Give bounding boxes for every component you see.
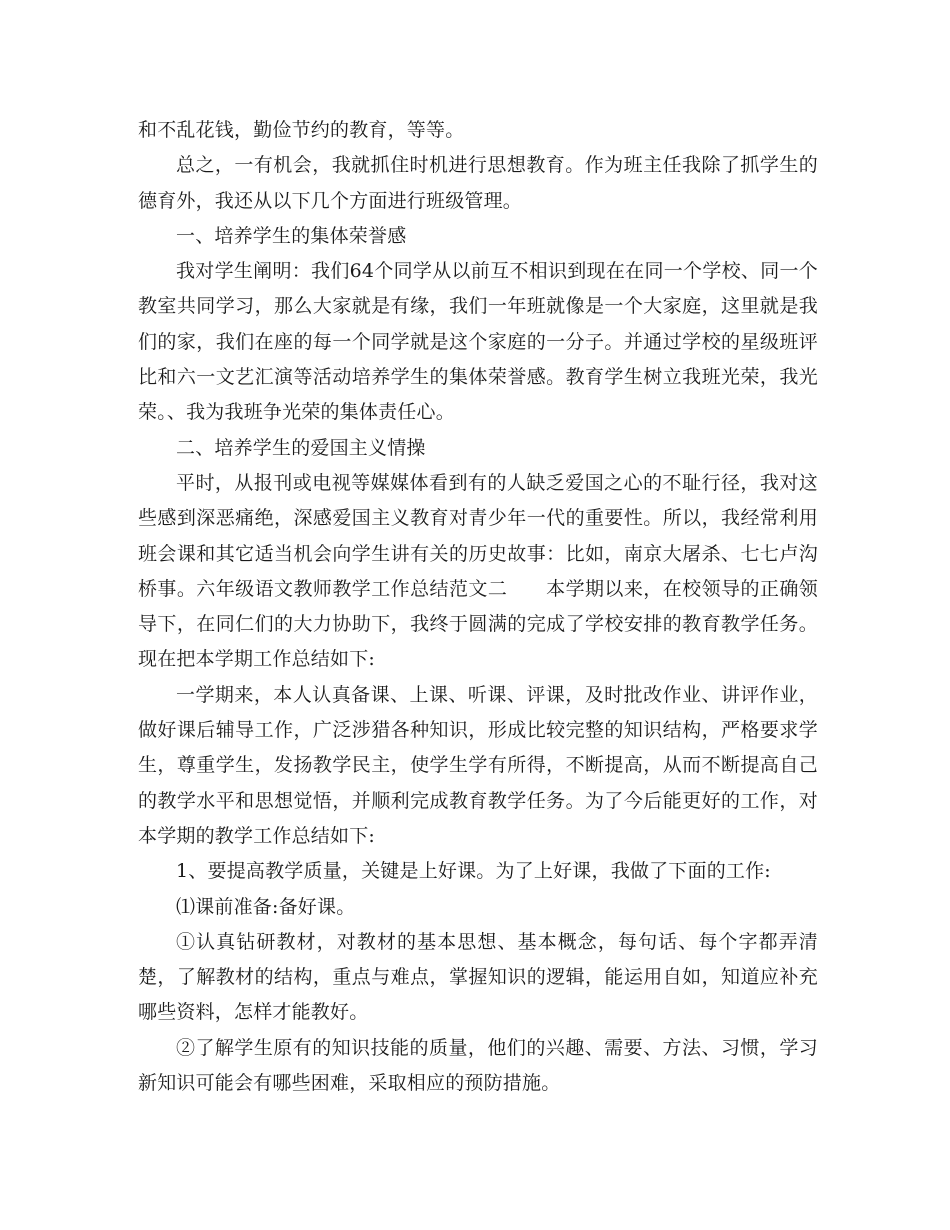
list-item-circle-1: ①认真钻研教材，对教材的基本思想、基本概念，每句话、每个字都弄清楚，了解教材的结构，重点与难点，掌握知识的逻辑，能运用自如，知道应补充哪些资料，怎样才能教好。	[138, 930, 818, 1024]
list-item-1: 1、要提高教学质量，关键是上好课。为了上好课，我做了下面的工作:	[176, 860, 771, 883]
section-heading-1: 一、培养学生的集体荣誉感	[176, 224, 407, 247]
paragraph-2: 总之，一有机会，我就抓住时机进行思想教育。作为班主任我除了抓学生的德育外，我还从以下几个方面进行班级管理。	[138, 154, 818, 212]
paragraph-1: 和不乱花钱，勤俭节约的教育，等等。	[138, 119, 465, 141]
list-item-1-1: ⑴课前准备:备好课。	[176, 895, 356, 918]
section-heading-2: 二、培养学生的爱国主义情操	[176, 436, 426, 459]
paragraph-3: 我对学生阐明：我们64个同学从以前互不相识到现在在同一个学校、同一个教室共同学习，那么大家就是有缘，我们一年班就像是一个大家庭，这里就是我们的家，我们在座的每一个同学就是这个家庭的一分子。并通过学校的星级班评比和六一文艺汇演等活动培养学生的集体荣誉感。教育学生树立我班光荣，我光荣。、我为我班争光荣的集体责任心。	[138, 260, 818, 424]
list-item-circle-2: ②了解学生原有的知识技能的质量，他们的兴趣、需要、方法、习惯，学习新知识可能会有哪些困难，采取相应的预防措施。	[138, 1036, 818, 1095]
paragraph-5: 一学期来，本人认真备课、上课、听课、评课，及时批改作业、讲评作业，做好课后辅导工作，广泛涉猎各种知识，形成比较完整的知识结构，严格要求学生，尊重学生，发扬教学民主，使学生学有所得，不断提高，从而不断提高自己的教学水平和思想觉悟，并顺利完成教育教学任务。为了今后能更好的工作，对本学期的教学工作总结如下:	[138, 683, 818, 847]
document-body	[138, 113, 818, 1101]
paragraph-4: 平时，从报刊或电视等媒媒体看到有的人缺乏爱国之心的不耻行径，我对这些感到深恶痛绝，深感爱国主义教育对青少年一代的重要性。所以，我经常利用班会课和其它适当机会向学生讲有关的历史故事：比如，南京大屠杀、七七卢沟桥事。六年级语文教师教学工作总结范文二 本学期以来，在校领导的正确领导下，在同仁们的大力协助下，我终于圆满的完成了学校安排的教育教学任务。现在把本学期工作总结如下:	[138, 471, 818, 671]
